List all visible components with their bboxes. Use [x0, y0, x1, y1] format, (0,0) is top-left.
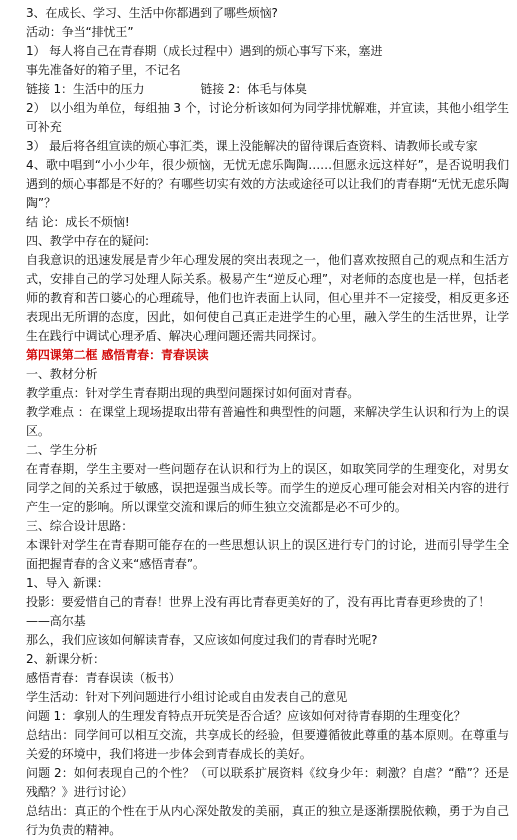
question-4: 4、歌中唱到“小小少年，很少烦恼，无忧无虑乐陶陶……但愿永远这样好”，是否说明我们遇到的烦心事都是不好的？有哪些切实有效的方法或途径可以让我们的青春期“无忧无虑乐陶陶”？ [26, 158, 509, 210]
activity-step-1: 1） 每人将自己在青春期（成长过程中）遇到的烦心事写下来，塞进 [26, 44, 383, 58]
activity-title: 活动：争当“排忧王” [26, 25, 134, 39]
problem-1: 问题 1：拿别人的生理发育特点开玩笑是否合适？应该如何对待青春期的生理变化？ [26, 709, 466, 723]
section-1-heading: 一、教材分析 [26, 367, 98, 381]
projection-quote: 投影：要爱惜自己的青春！世界上没有再比青春更美好的了，没有再比青春更珍贵的了！ [26, 595, 491, 609]
lesson-title: 第四课第二框 感悟青春：青春误读 [26, 348, 209, 362]
section-2-heading: 二、学生分析 [26, 443, 98, 457]
section-4-heading: 四、教学中存在的疑问: [26, 234, 149, 248]
quote-author: ——高尔基 [26, 614, 86, 628]
teaching-focus: 教学重点：针对学生青春期出现的典型问题探讨如何面对青春。 [26, 386, 360, 400]
activity-step-2: 2） 以小组为单位，每组抽 3 个，讨论分析该如何为同学排忧解难，并宣读，其他小组学生可补充 [26, 101, 509, 134]
design-idea-paragraph: 本课针对学生在青春期可能存在的一些思想认识上的误区进行专门的讨论，进而引导学生全面把握青春的含义来“感悟青春”。 [26, 538, 509, 571]
section-3-heading: 三、综合设计思路： [26, 519, 134, 533]
summary-1: 总结出：同学间可以相互交流，共享成长的经验，但要遵循彼此尊重的基本原则。在尊重与关爱的环境中，我们将进一步体会到青春成长的美好。 [26, 728, 509, 761]
question-3: 3、在成长、学习、生活中你都遇到了哪些烦恼? [26, 6, 278, 20]
intro-question: 那么，我们应该如何解读青春，又应该如何度过我们的青春时光呢? [26, 633, 378, 647]
links-line [26, 80, 509, 99]
teaching-difficulty: 教学难点 ：在课堂上现场提取出带有普遍性和典型性的问题，来解决学生认识和行为上的误区。 [26, 405, 509, 438]
intro-heading: 1、导入 新课： [26, 576, 109, 590]
new-lesson-heading: 2、新课分析： [26, 652, 105, 666]
summary-2: 总结出：真正的个性在于从内心深处散发的美丽，真正的独立是逐渐摆脱依赖，勇于为自己行为负责的精神。 [26, 804, 509, 837]
link-1: 链接 1：生活中的压力 [26, 82, 145, 96]
section-4-paragraph: 自我意识的迅速发展是青少年心理发展的突出表现之一，他们喜欢按照自己的观点和生活方式，安排自己的学习处理人际关系。极易产生“逆反心理”，对老师的态度也是一样，包括老师的教育和苦口婆心的心理疏导，他们也许表面上认同，但心里并不一定接受，相反更多还表现出无所谓的态度，因此，如何使自己真正走进学生的心里，融入学生的生活世界，让学生在践行中调试心理矛盾、解决心理问题还需共同探讨。 [26, 253, 509, 343]
student-analysis-paragraph: 在青春期，学生主要对一些问题存在认识和行为上的误区，如取笑同学的生理变化，对男女同学之间的关系过于敏感，误把逞强当成长等。而学生的逆反心理可能会对相关内容的进行产生一定的影响。所以课堂交流和课后的师生独立交流都是必不可少的。 [26, 462, 509, 514]
board-title: 感悟青春：青春误读（板书） [26, 671, 181, 685]
conclusion: 结 论：成长不烦恼! [26, 215, 130, 229]
activity-step-1-cont: 事先准备好的箱子里，不记名 [26, 63, 181, 77]
student-activity: 学生活动：针对下列问题进行小组讨论或自由发表自己的意见 [26, 690, 348, 704]
activity-step-3: 3） 最后将各组宣读的烦心事汇类，课上没能解决的留待课后查资料、请教师长或专家 [26, 139, 478, 153]
problem-2: 问题 2：如何表现自己的个性？（可以联系扩展资料《纹身少年：刺激？自虐？“酷”？还是残酷？》进行讨论） [26, 766, 509, 799]
link-2: 链接 2：体毛与体臭 [200, 82, 307, 96]
